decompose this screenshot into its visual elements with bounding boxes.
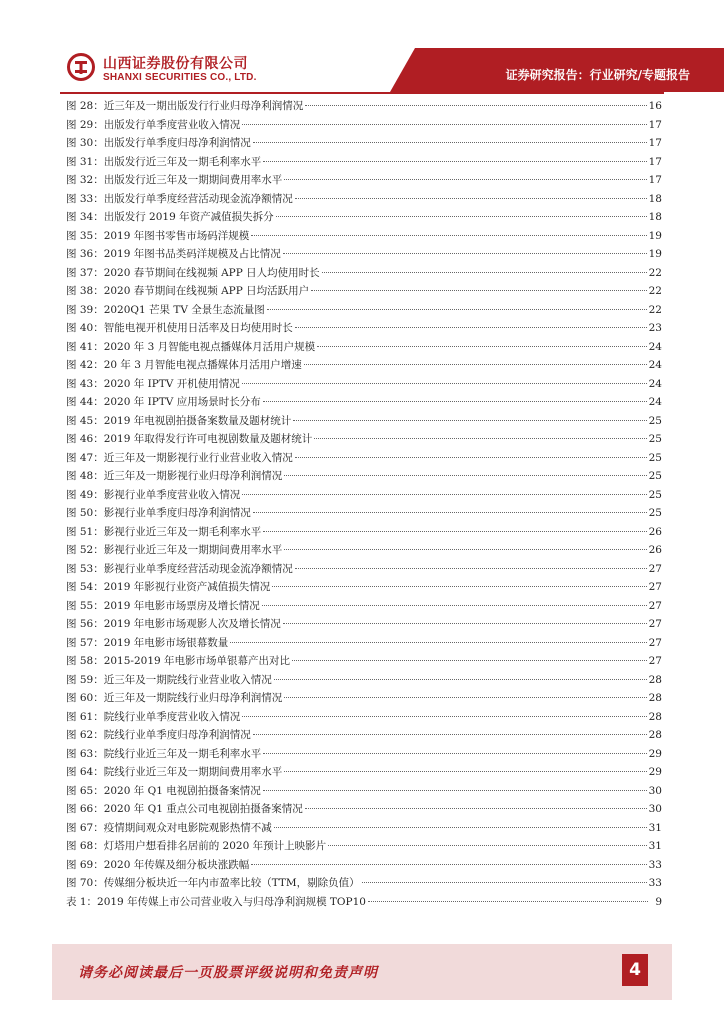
toc-entry-page: 25 <box>648 470 662 482</box>
toc-entry[interactable] <box>66 301 662 320</box>
toc-entry-page: 19 <box>648 229 662 242</box>
toc-entry-page: 22 <box>648 303 662 316</box>
toc-entry-page: 30 <box>648 784 662 797</box>
toc-entry-page: 24 <box>648 359 662 371</box>
toc-dot-leader <box>284 771 646 772</box>
toc-dot-leader <box>295 568 647 569</box>
toc-entry[interactable] <box>66 282 662 301</box>
toc-dot-leader <box>251 235 646 236</box>
toc-entry-label: 图 56：2019 年电影市场观影人次及增长情况 <box>66 618 281 630</box>
toc-entry-label: 图 69：2020 年传媒及细分板块涨跌幅 <box>66 858 250 871</box>
toc-dot-leader <box>317 346 647 347</box>
toc-dot-leader <box>283 623 647 624</box>
toc-entry-page: 33 <box>648 877 662 889</box>
toc-entry-label: 图 46：2019 年取得发行许可电视剧数量及题材统计 <box>66 433 313 445</box>
toc-entry-label: 图 39：2020Q1 芒果 TV 全景生态流量图 <box>66 303 265 316</box>
toc-entry-label: 图 63：院线行业近三年及一期毛利率水平 <box>66 747 262 760</box>
toc-entry-label: 图 33：出版发行单季度经营活动现金流净额情况 <box>66 192 293 205</box>
header-divider <box>60 92 664 94</box>
toc-entry-page: 26 <box>648 544 662 556</box>
toc-entry-page: 17 <box>648 174 662 186</box>
toc-entry-page: 27 <box>648 618 662 630</box>
toc-entry[interactable] <box>66 190 662 209</box>
toc-entry-page: 19 <box>648 248 662 260</box>
toc-entry-label: 图 44：2020 年 IPTV 应用场景时长分布 <box>66 396 261 408</box>
toc-entry-label: 图 61：院线行业单季度营业收入情况 <box>66 710 241 723</box>
toc-entry[interactable] <box>66 560 662 579</box>
toc-dot-leader <box>305 808 647 809</box>
toc-entry-page: 28 <box>648 692 662 704</box>
toc-entry-label: 表 1：2019 年传媒上市公司营业收入与归母净利润规模 TOP10 <box>66 895 366 908</box>
toc-entry[interactable] <box>66 652 662 671</box>
toc-entry-page: 18 <box>648 211 662 223</box>
toc-entry-page: 33 <box>648 858 662 871</box>
toc-dot-leader <box>242 124 646 125</box>
toc-entry[interactable] <box>66 245 662 264</box>
toc-entry-label: 图 59：近三年及一期院线行业营业收入情况 <box>66 673 272 686</box>
toc-dot-leader <box>274 827 647 828</box>
toc-entry[interactable] <box>66 153 662 172</box>
company-name-en: SHANXI SECURITIES CO., LTD. <box>103 72 257 83</box>
toc-entry-label: 图 29：出版发行单季度营业收入情况 <box>66 118 241 131</box>
toc-entry-page: 17 <box>648 118 662 131</box>
toc-dot-leader <box>262 605 647 606</box>
toc-entry[interactable] <box>66 689 662 708</box>
toc-dot-leader <box>263 401 647 402</box>
toc-entry[interactable] <box>66 356 662 375</box>
toc-entry-page: 24 <box>648 396 662 408</box>
toc-dot-leader <box>314 438 646 439</box>
toc-entry[interactable] <box>66 800 662 819</box>
toc-entry[interactable] <box>66 671 662 690</box>
toc-entry-label: 图 35：2019 年图书零售市场码洋规模 <box>66 229 250 242</box>
toc-dot-leader <box>251 864 646 865</box>
toc-dot-leader <box>284 549 646 550</box>
toc-entry[interactable] <box>66 338 662 357</box>
toc-entry-page: 28 <box>648 710 662 723</box>
toc-dot-leader <box>305 105 646 106</box>
toc-entry-page: 25 <box>648 433 662 445</box>
report-type-label: 证券研究报告：行业研究/专题报告 <box>505 68 690 82</box>
toc-entry[interactable] <box>66 375 662 394</box>
toc-entry[interactable] <box>66 412 662 431</box>
toc-dot-leader <box>311 290 646 291</box>
toc-dot-leader <box>292 660 647 661</box>
toc-entry-label: 图 50：影视行业单季度归母净利润情况 <box>66 507 251 519</box>
toc-entry[interactable] <box>66 504 662 523</box>
toc-entry[interactable] <box>66 819 662 838</box>
toc-dot-leader <box>293 420 646 421</box>
toc-entry[interactable] <box>66 264 662 283</box>
toc-dot-leader <box>242 716 646 717</box>
company-name-cn: 山西证券股份有限公司 <box>103 56 248 72</box>
toc-entry[interactable] <box>66 523 662 542</box>
footer-disclaimer: 请务必阅读最后一页股票评级说明和免责声明 <box>78 965 378 981</box>
toc-entry-label: 图 64：院线行业近三年及一期期间费用率水平 <box>66 766 283 778</box>
toc-entry-label: 图 34：出版发行 2019 年资产减值损失拆分 <box>66 211 274 223</box>
toc-dot-leader <box>242 383 647 384</box>
toc-entry[interactable] <box>66 763 662 782</box>
company-logo-icon <box>67 53 95 81</box>
toc-entry[interactable] <box>66 615 662 634</box>
toc-entry-page: 28 <box>648 673 662 686</box>
toc-entry[interactable] <box>66 134 662 153</box>
toc-entry-page: 16 <box>648 100 662 112</box>
toc-entry-page: 22 <box>648 266 662 279</box>
toc-dot-leader <box>267 309 647 310</box>
toc-entry-label: 图 65：2020 年 Q1 电视剧拍摄备案情况 <box>66 784 261 797</box>
toc-entry-page: 31 <box>648 821 662 834</box>
toc-entry[interactable] <box>66 486 662 505</box>
toc-entry-label: 图 40：智能电视开机使用日活率及日均使用时长 <box>66 322 293 334</box>
toc-entry-page: 18 <box>648 192 662 205</box>
toc-entry-label: 图 43：2020 年 IPTV 开机使用情况 <box>66 377 240 390</box>
toc-entry[interactable] <box>66 782 662 801</box>
toc-entry[interactable] <box>66 634 662 653</box>
toc-entry-label: 图 57：2019 年电影市场银幕数量 <box>66 636 229 649</box>
toc-entry-page: 27 <box>648 636 662 649</box>
toc-entry-label: 图 32：出版发行近三年及一期期间费用率水平 <box>66 174 283 186</box>
toc-entry-label: 图 51：影视行业近三年及一期毛利率水平 <box>66 525 262 538</box>
figure-table-of-contents <box>66 97 662 911</box>
toc-entry-label: 图 67：疫情期间观众对电影院观影热情不减 <box>66 821 272 834</box>
toc-entry-page: 29 <box>648 747 662 760</box>
toc-entry[interactable] <box>66 874 662 893</box>
toc-entry-label: 图 52：影视行业近三年及一期期间费用率水平 <box>66 544 283 556</box>
toc-dot-leader <box>328 845 647 846</box>
toc-entry-page: 27 <box>648 599 662 612</box>
toc-entry-label: 图 60：近三年及一期院线行业归母净利润情况 <box>66 692 283 704</box>
toc-dot-leader <box>283 253 647 254</box>
toc-entry-label: 图 36：2019 年图书品类码洋规模及占比情况 <box>66 248 281 260</box>
toc-entry-label: 图 58：2015-2019 年电影市场单银幕产出对比 <box>66 655 291 667</box>
toc-entry-page: 27 <box>648 581 662 593</box>
toc-entry-page: 25 <box>648 451 662 464</box>
toc-entry-label: 图 49：影视行业单季度营业收入情况 <box>66 488 241 501</box>
toc-entry-page: 27 <box>648 562 662 575</box>
toc-entry-label: 图 54：2019 年影视行业资产减值损失情况 <box>66 581 271 593</box>
toc-entry-page: 29 <box>648 766 662 778</box>
toc-dot-leader <box>263 531 646 532</box>
toc-dot-leader <box>304 364 647 365</box>
toc-entry-page: 25 <box>648 507 662 519</box>
toc-entry-page: 27 <box>648 655 662 667</box>
toc-entry-label: 图 42：20 年 3 月智能电视点播媒体月活用户增速 <box>66 359 302 371</box>
toc-entry-page: 24 <box>648 377 662 390</box>
toc-entry-page: 31 <box>648 840 662 852</box>
toc-entry-label: 图 68：灯塔用户想看排名居前的 2020 年预计上映影片 <box>66 840 327 852</box>
toc-entry[interactable] <box>66 97 662 116</box>
page-footer <box>52 944 672 1000</box>
toc-dot-leader <box>253 142 647 143</box>
toc-dot-leader <box>295 198 647 199</box>
toc-entry-page: 25 <box>648 488 662 501</box>
toc-entry-label: 图 62：院线行业单季度归母净利润情况 <box>66 729 251 741</box>
toc-entry[interactable] <box>66 467 662 486</box>
toc-entry-label: 图 53：影视行业单季度经营活动现金流净额情况 <box>66 562 293 575</box>
toc-entry[interactable] <box>66 837 662 856</box>
toc-entry[interactable] <box>66 893 662 912</box>
toc-entry[interactable] <box>66 116 662 135</box>
toc-dot-leader <box>362 882 647 883</box>
toc-dot-leader <box>284 475 646 476</box>
toc-dot-leader <box>274 679 647 680</box>
toc-entry[interactable] <box>66 449 662 468</box>
toc-entry-label: 图 55：2019 年电影市场票房及增长情况 <box>66 599 260 612</box>
toc-entry[interactable] <box>66 597 662 616</box>
toc-dot-leader <box>284 179 646 180</box>
toc-entry-page: 30 <box>648 803 662 815</box>
toc-entry-page: 26 <box>648 525 662 538</box>
toc-entry[interactable] <box>66 208 662 227</box>
report-header <box>0 0 724 95</box>
toc-entry-page: 25 <box>648 414 662 427</box>
toc-entry-label: 图 47：近三年及一期影视行业行业营业收入情况 <box>66 451 293 464</box>
toc-dot-leader <box>253 734 647 735</box>
toc-dot-leader <box>242 494 646 495</box>
toc-entry[interactable] <box>66 393 662 412</box>
toc-entry-label: 图 48：近三年及一期影视行业归母净利润情况 <box>66 470 283 482</box>
toc-entry[interactable] <box>66 171 662 190</box>
toc-entry[interactable] <box>66 430 662 449</box>
toc-dot-leader <box>263 161 646 162</box>
toc-entry-label: 图 28：近三年及一期出版发行行业归母净利润情况 <box>66 100 304 112</box>
toc-entry-label: 图 45：2019 年电视剧拍摄备案数量及题材统计 <box>66 414 292 427</box>
toc-entry-page: 9 <box>655 895 662 908</box>
toc-dot-leader <box>322 272 647 273</box>
toc-entry-label: 图 37：2020 春节期间在线视频 APP 日人均使用时长 <box>66 266 320 279</box>
toc-entry-label: 图 70：传媒细分板块近一年内市盈率比较（TTM，剔除负值） <box>66 877 360 889</box>
toc-entry-label: 图 38：2020 春节期间在线视频 APP 日均活跃用户 <box>66 285 310 297</box>
toc-entry-label: 图 31：出版发行近三年及一期毛利率水平 <box>66 155 262 168</box>
toc-dot-leader <box>230 642 646 643</box>
toc-entry-page: 23 <box>648 322 662 334</box>
toc-entry[interactable] <box>66 227 662 246</box>
toc-dot-leader <box>295 327 647 328</box>
toc-entry-page: 28 <box>648 729 662 741</box>
toc-entry[interactable] <box>66 726 662 745</box>
toc-dot-leader <box>272 586 646 587</box>
toc-entry-label: 图 41：2020 年 3 月智能电视点播媒体月活用户规模 <box>66 340 316 353</box>
toc-entry-page: 22 <box>648 285 662 297</box>
toc-dot-leader <box>263 753 646 754</box>
toc-entry-page: 17 <box>648 137 662 149</box>
toc-entry[interactable] <box>66 708 662 727</box>
toc-entry-page: 24 <box>648 340 662 353</box>
toc-entry-label: 图 66：2020 年 Q1 重点公司电视剧拍摄备案情况 <box>66 803 303 815</box>
toc-entry[interactable] <box>66 856 662 875</box>
toc-entry[interactable] <box>66 745 662 764</box>
page-number: 4 <box>622 954 648 986</box>
toc-dot-leader <box>253 512 647 513</box>
toc-entry[interactable] <box>66 578 662 597</box>
toc-dot-leader <box>284 697 646 698</box>
toc-dot-leader <box>276 216 647 217</box>
toc-entry[interactable] <box>66 319 662 338</box>
toc-entry-page: 17 <box>648 155 662 168</box>
toc-dot-leader <box>263 790 647 791</box>
toc-dot-leader <box>368 901 648 902</box>
toc-entry[interactable] <box>66 541 662 560</box>
toc-entry-label: 图 30：出版发行单季度归母净利润情况 <box>66 137 251 149</box>
toc-dot-leader <box>295 457 647 458</box>
